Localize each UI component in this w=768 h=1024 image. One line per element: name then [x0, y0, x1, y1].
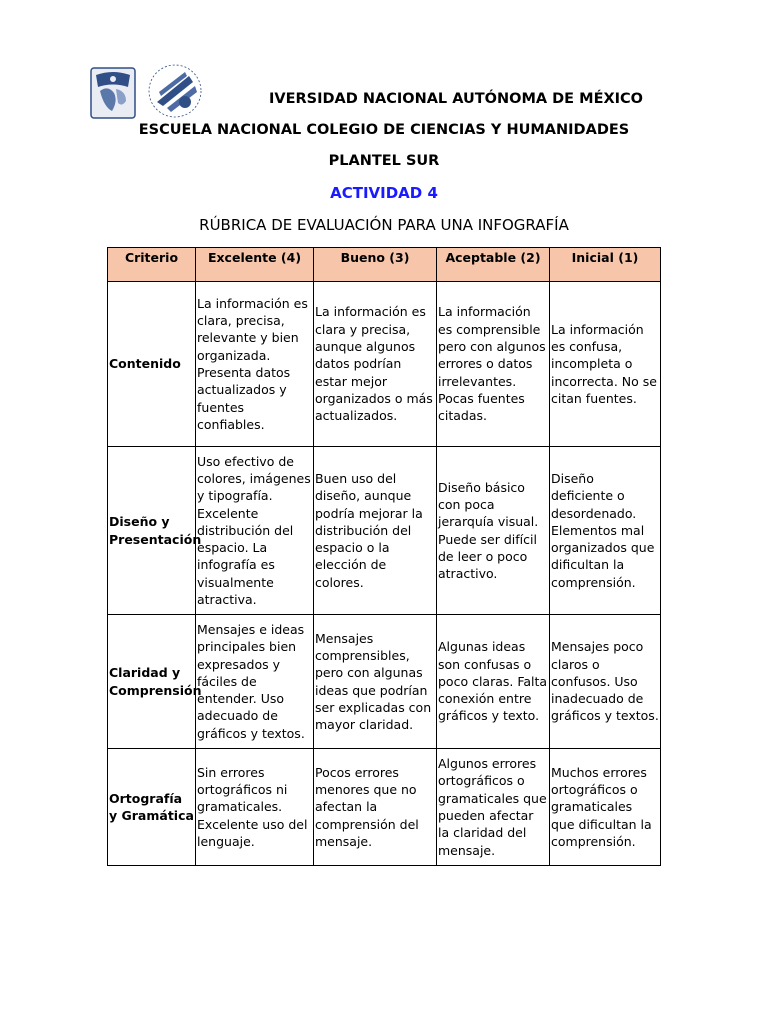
university-name: IVERSIDAD NACIONAL AUTÓNOMA DE MÉXICO — [268, 91, 644, 107]
criterion-cell: Contenido — [108, 282, 196, 447]
column-header: Bueno (3) — [314, 248, 437, 282]
rubric-cell: Diseño deficiente o desordenado. Elementos mal organizados que dificultan la comprensión. — [550, 447, 661, 615]
criterion-cell: Diseño y Presentación — [108, 447, 196, 615]
rubric-cell: La información es comprensible pero con algunos errores o datos irrelevantes. Pocas fuentes citadas. — [437, 282, 550, 447]
rubric-cell: Diseño básico con poca jerarquía visual. Puede ser difícil de leer o poco atractivo. — [437, 447, 550, 615]
rubric-cell: Mensajes comprensibles, pero con algunas ideas que podrían ser explicadas con mayor claridad. — [314, 615, 437, 749]
campus-name: PLANTEL SUR — [328, 153, 440, 169]
rubric-subtitle: RÚBRICA DE EVALUACIÓN PARA UNA INFOGRAFÍA — [199, 216, 569, 234]
school-name: ESCUELA NACIONAL COLEGIO DE CIENCIAS Y HUMANIDADES — [138, 122, 630, 138]
column-header: Aceptable (2) — [437, 248, 550, 282]
table-row — [108, 615, 661, 749]
rubric-cell: Pocos errores menores que no afectan la comprensión del mensaje. — [314, 749, 437, 866]
rubric-cell: Algunas ideas son confusas o poco claras. Falta conexión entre gráficos y texto. — [437, 615, 550, 749]
rubric-cell: Muchos errores ortográficos o gramaticales que dificultan la comprensión. — [550, 749, 661, 866]
table-row — [108, 282, 661, 447]
rubric-cell: Uso efectivo de colores, imágenes y tipografía. Excelente distribución del espacio. La infografía es visualmente atractiva. — [196, 447, 314, 615]
table-row — [108, 447, 661, 615]
column-header: Inicial (1) — [550, 248, 661, 282]
criterion-cell: Ortografía y Gramática — [108, 749, 196, 866]
rubric-cell: Mensajes poco claros o confusos. Uso inadecuado de gráficos y textos. — [550, 615, 661, 749]
rubric-cell: La información es confusa, incompleta o incorrecta. No se citan fuentes. — [550, 282, 661, 447]
table-header-row — [108, 248, 661, 282]
rubric-cell: Buen uso del diseño, aunque podría mejorar la distribución del espacio o la elección de colores. — [314, 447, 437, 615]
rubric-cell: Mensajes e ideas principales bien expresados y fáciles de entender. Uso adecuado de gráficos y textos. — [196, 615, 314, 749]
column-header: Criterio — [108, 248, 196, 282]
column-header: Excelente (4) — [196, 248, 314, 282]
rubric-cell: La información es clara, precisa, relevante y bien organizada. Presenta datos actualizados y fuentes confiables. — [196, 282, 314, 447]
activity-title: ACTIVIDAD 4 — [330, 184, 438, 202]
rubric-cell: La información es clara y precisa, aunque algunos datos podrían estar mejor organizados o más actualizados. — [314, 282, 437, 447]
rubric-table — [107, 247, 661, 866]
rubric-cell: Algunos errores ortográficos o gramaticales que pueden afectar la claridad del mensaje. — [437, 749, 550, 866]
rubric-cell: Sin errores ortográficos ni gramaticales. Excelente uso del lenguaje. — [196, 749, 314, 866]
table-row — [108, 749, 661, 866]
criterion-cell: Claridad y Comprensión — [108, 615, 196, 749]
